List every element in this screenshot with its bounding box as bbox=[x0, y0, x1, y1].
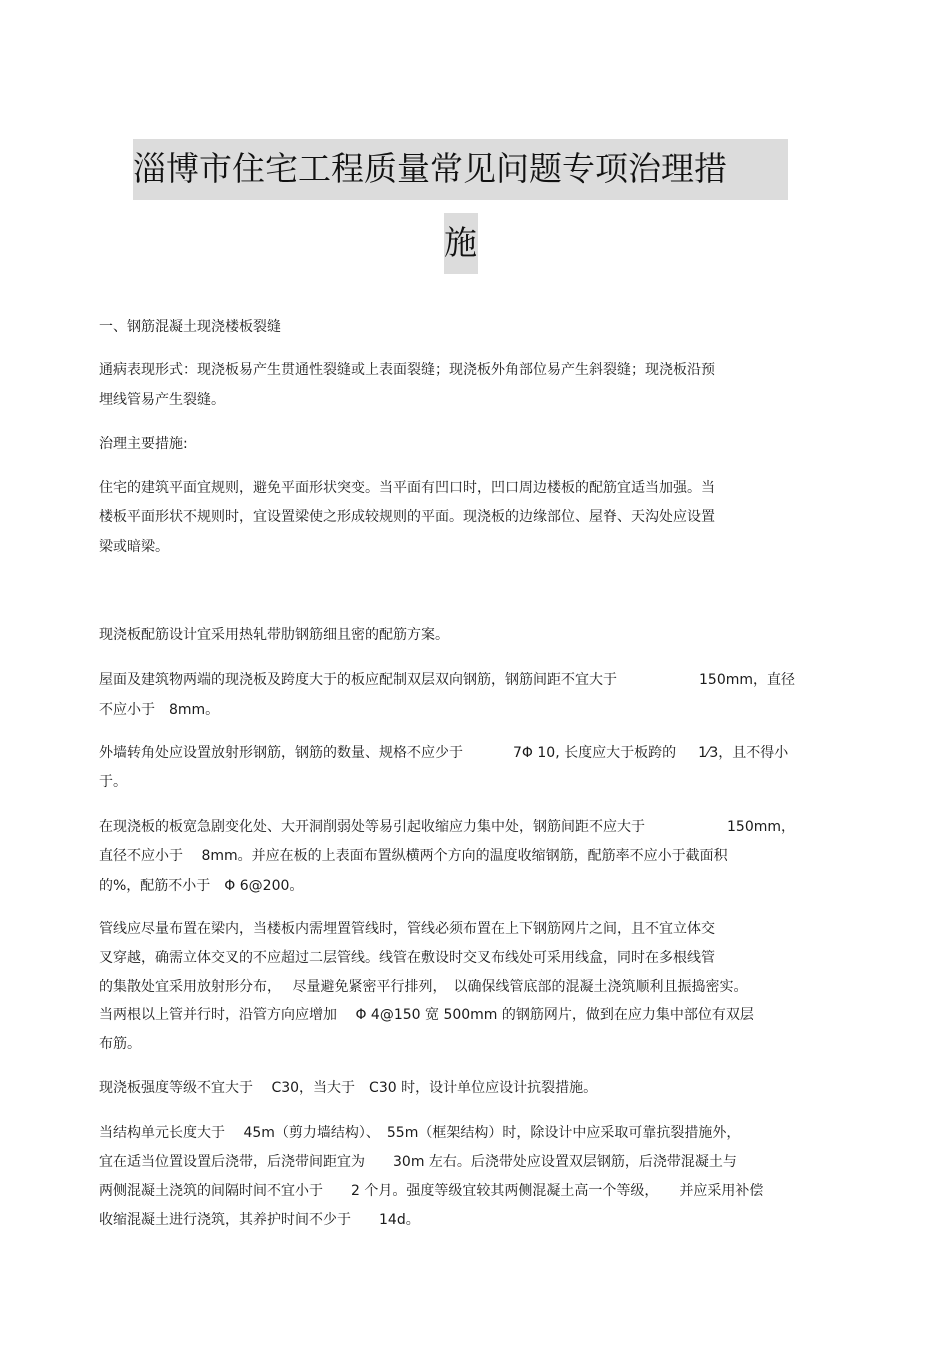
paragraph-line bbox=[99, 743, 788, 763]
paragraph-line: 现浇板强度等级不宜大于 C30，当大于 C30 时，设计单位应设计抗裂措施。 bbox=[99, 1080, 598, 1096]
paragraph-line: 管线应尽量布置在梁内，当楼板内需埋置管线时，管线必须布置在上下钢筋网片之间，且不宜立体交 bbox=[99, 921, 715, 937]
paragraph-line: 叉穿越，确需立体交叉的不应超过二层管线。线管在敷设时交叉布线处可采用线盒，同时在多根线管 bbox=[99, 950, 715, 966]
paragraph-line: 住宅的建筑平面宜规则，避免平面形状突变。当平面有凹口时，凹口周边楼板的配筋宜适当加强。当 bbox=[99, 480, 715, 496]
paragraph-line: 收缩混凝土进行浇筑，其养护时间不少于 14d。 bbox=[99, 1212, 420, 1228]
paragraph-line: 通病表现形式：现浇板易产生贯通性裂缝或上表面裂缝；现浇板外角部位易产生斜裂缝；现浇板沿预 bbox=[99, 362, 715, 378]
paragraph-line bbox=[99, 670, 795, 690]
text-segment: 在现浇板的板宽急剧变化处、大开洞削弱处等易引起收缩应力集中处，钢筋间距不应大于 bbox=[99, 819, 645, 835]
text-segment: 7Φ 10, 长度应大于板跨的 bbox=[513, 745, 677, 761]
paragraph-line: 直径不应小于 8mm。并应在板的上表面布置纵横两个方向的温度收缩钢筋，配筋率不应小于截面积 bbox=[99, 848, 728, 864]
text-segment: 外墙转角处应设置放射形钢筋，钢筋的数量、规格不应少于 bbox=[99, 745, 463, 761]
paragraph-line: 现浇板配筋设计宜采用热轧带肋钢筋细且密的配筋方案。 bbox=[99, 627, 449, 643]
text-segment: 150mm， bbox=[727, 819, 795, 835]
text-segment: 150mm，直径 bbox=[699, 672, 795, 688]
paragraph-line: 埋线管易产生裂缝。 bbox=[99, 392, 225, 408]
paragraph-line: 当结构单元长度大于 45m（剪力墙结构）、 55m（框架结构）时，除设计中应采取可靠抗裂措施外， bbox=[99, 1125, 741, 1141]
document-title-continued: 施 bbox=[444, 213, 478, 274]
section-heading: 一、钢筋混凝土现浇楼板裂缝 bbox=[99, 319, 281, 335]
paragraph-line: 的%，配筋不小于 Φ 6@200。 bbox=[99, 878, 304, 894]
text-segment: 1⁄3，且不得小 bbox=[698, 745, 789, 761]
paragraph-line: 于。 bbox=[99, 774, 127, 790]
paragraph-line: 当两根以上管并行时，沿管方向应增加 Φ 4@150 宽 500mm 的钢筋网片，做到在应力集中部位有双层 bbox=[99, 1007, 754, 1023]
paragraph-line: 的集散处宜采用放射形分布， 尽量避免紧密平行排列， 以确保线管底部的混凝土浇筑顺利且振捣密实。 bbox=[99, 979, 748, 995]
paragraph-line: 宜在适当位置设置后浇带，后浇带间距宜为 30m 左右。后浇带处应设置双层钢筋，后浇带混凝土与 bbox=[99, 1154, 737, 1170]
subheading: 治理主要措施: bbox=[99, 436, 188, 452]
document-title: 淄博市住宅工程质量常见问题专项治理措 bbox=[133, 139, 788, 200]
paragraph-line bbox=[99, 817, 795, 837]
text-segment: 屋面及建筑物两端的现浇板及跨度大于的板应配制双层双向钢筋，钢筋间距不宜大于 bbox=[99, 672, 617, 688]
paragraph-line: 两侧混凝土浇筑的间隔时间不宜小于 2 个月。强度等级宜较其两侧混凝土高一个等级， 并应采用补偿 bbox=[99, 1183, 764, 1199]
paragraph-line: 梁或暗梁。 bbox=[99, 539, 169, 555]
paragraph-line: 不应小于 8mm。 bbox=[99, 702, 220, 718]
paragraph-line: 布筋。 bbox=[99, 1036, 141, 1052]
paragraph-line: 楼板平面形状不规则时，宜设置梁使之形成较规则的平面。现浇板的边缘部位、屋脊、天沟处应设置 bbox=[99, 509, 715, 525]
